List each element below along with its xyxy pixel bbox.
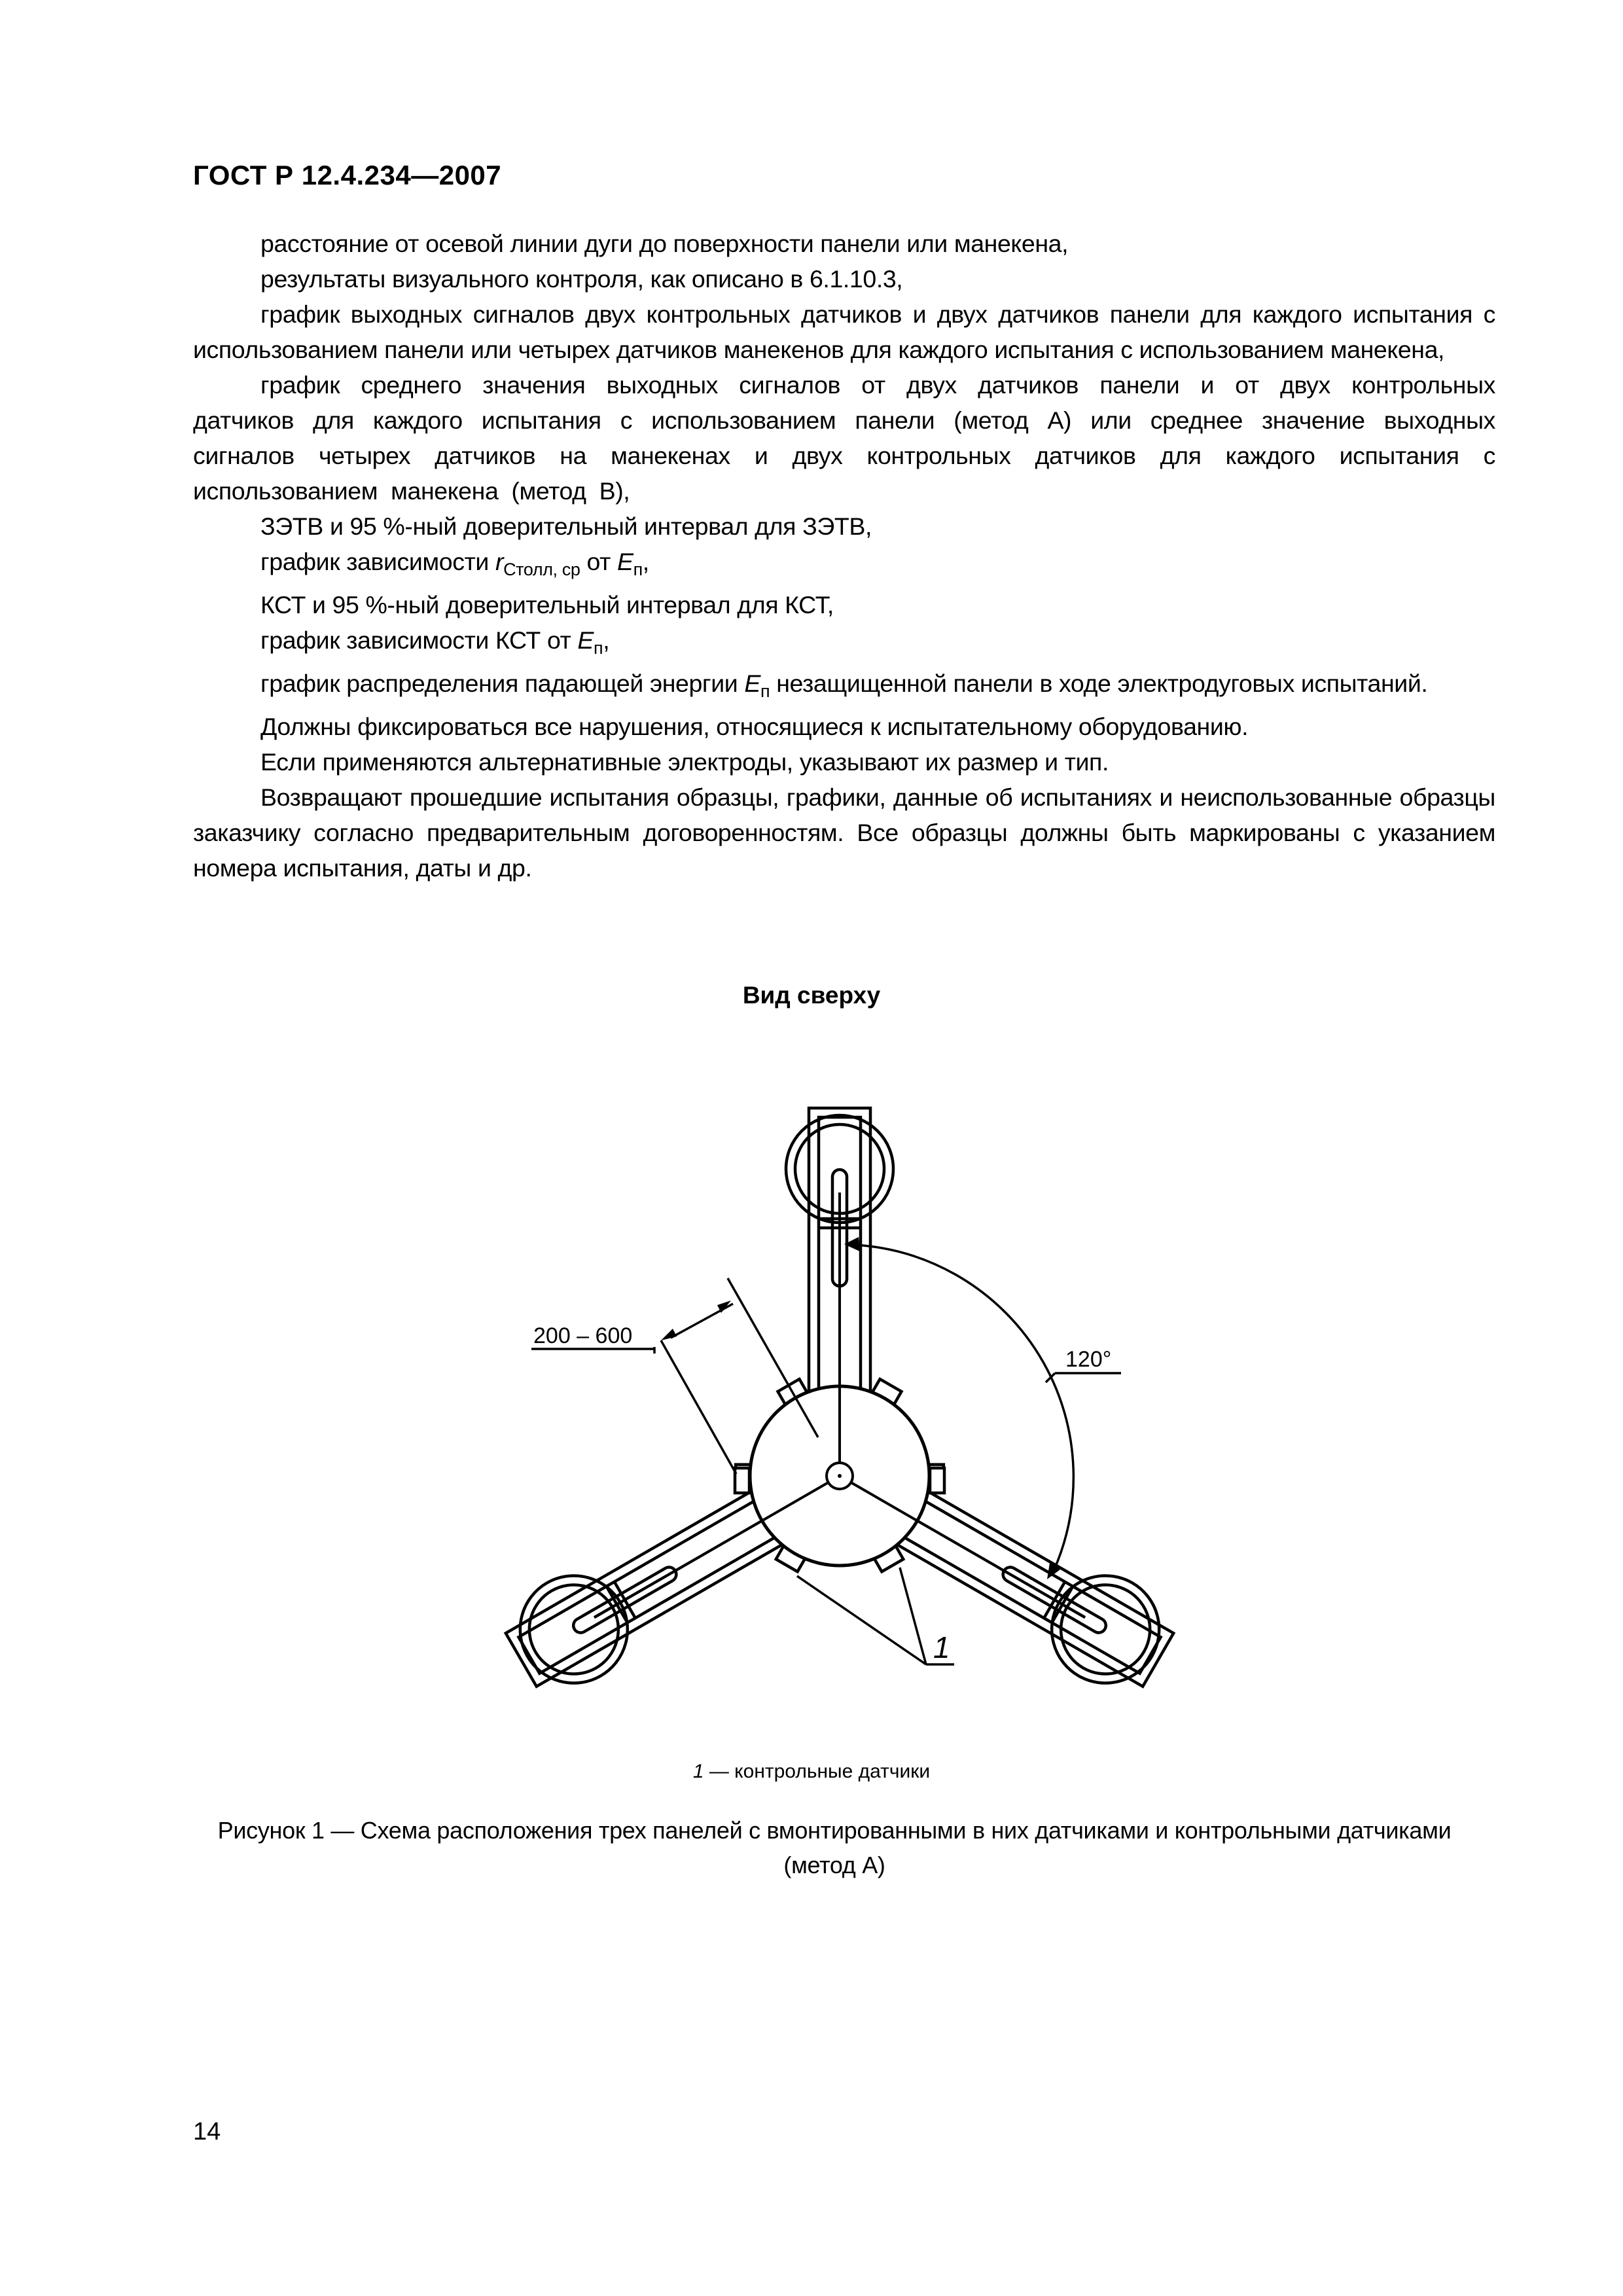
document-header: ГОСТ Р 12.4.234—2007 — [193, 160, 502, 190]
paragraph: расстояние от осевой линии дуги до поверхности панели или манекена, — [260, 230, 1069, 257]
figure-title: Вид сверху — [742, 982, 881, 1009]
page-number: 14 — [193, 2118, 221, 2145]
paragraph-formula: график распределения падающей энергии $E_п$ незащищенной панели в ходе электродуговых испытаний. — [260, 670, 1428, 701]
sensor-stand — [490, 1108, 1189, 1713]
paragraph-formula: график зависимости $r_{Столл, ср}$ от $E_п$, — [260, 548, 649, 579]
figure-legend: 1 — контрольные датчики — [692, 1761, 931, 1782]
paragraph: ЗЭТВ и 95 %-ный доверительный интервал для ЗЭТВ, — [260, 512, 872, 540]
reference-sensor-left — [735, 1468, 749, 1493]
paragraph: Возвращают прошедшие испытания образцы, графики, данные об испытаниях и неиспользованные образцы заказчику согласно предварительным договоренностям. Все образцы должны быть маркированы с указанием номера испытания, даты и др. — [193, 783, 1495, 882]
paragraph: результаты визуального контроля, как описано в 6.1.10.3, — [260, 265, 903, 293]
callout-leader — [797, 1568, 954, 1664]
paragraph: график среднего значения выходных сигналов от двух датчиков панели и от двух контрольных датчиков для каждого испытания с использованием панели (метод А) или среднее значение выходных сигналов четырех датчиков на манекенах и двух контрольных датчиков для каждого испытания с использованием манекена (метод В), — [193, 371, 1495, 505]
paragraph: КСТ и 95 %-ный доверительный интервал для КСТ, — [260, 591, 834, 619]
caption-line: Рисунок 1 — Схема расположения трех панелей с вмонтированными в них датчиками и контрольными датчиками — [217, 1817, 1452, 1844]
caption-line: (метод А) — [783, 1852, 885, 1878]
callout-label: 1 — [933, 1630, 950, 1664]
figure-caption — [183, 1813, 1486, 1882]
paragraph: Должны фиксироваться все нарушения, относящиеся к испытательному оборудованию. — [260, 713, 1249, 740]
angle-label: 120° — [1065, 1347, 1112, 1372]
paragraph-formula: график зависимости КСТ от $E_п$, — [260, 626, 610, 658]
paragraph: Если применяются альтернативные электроды, указывают их размер и тип. — [260, 748, 1109, 776]
paragraph: график выходных сигналов двух контрольных датчиков и двух датчиков панели для каждого испытания с использованием панели или четырех датчиков манекенов для каждого испытания с использованием манекена, — [193, 300, 1495, 363]
reference-sensor-right — [930, 1468, 944, 1493]
dimension-label: 200 – 600 — [533, 1323, 633, 1348]
dimension-arrow-start — [661, 1329, 677, 1340]
